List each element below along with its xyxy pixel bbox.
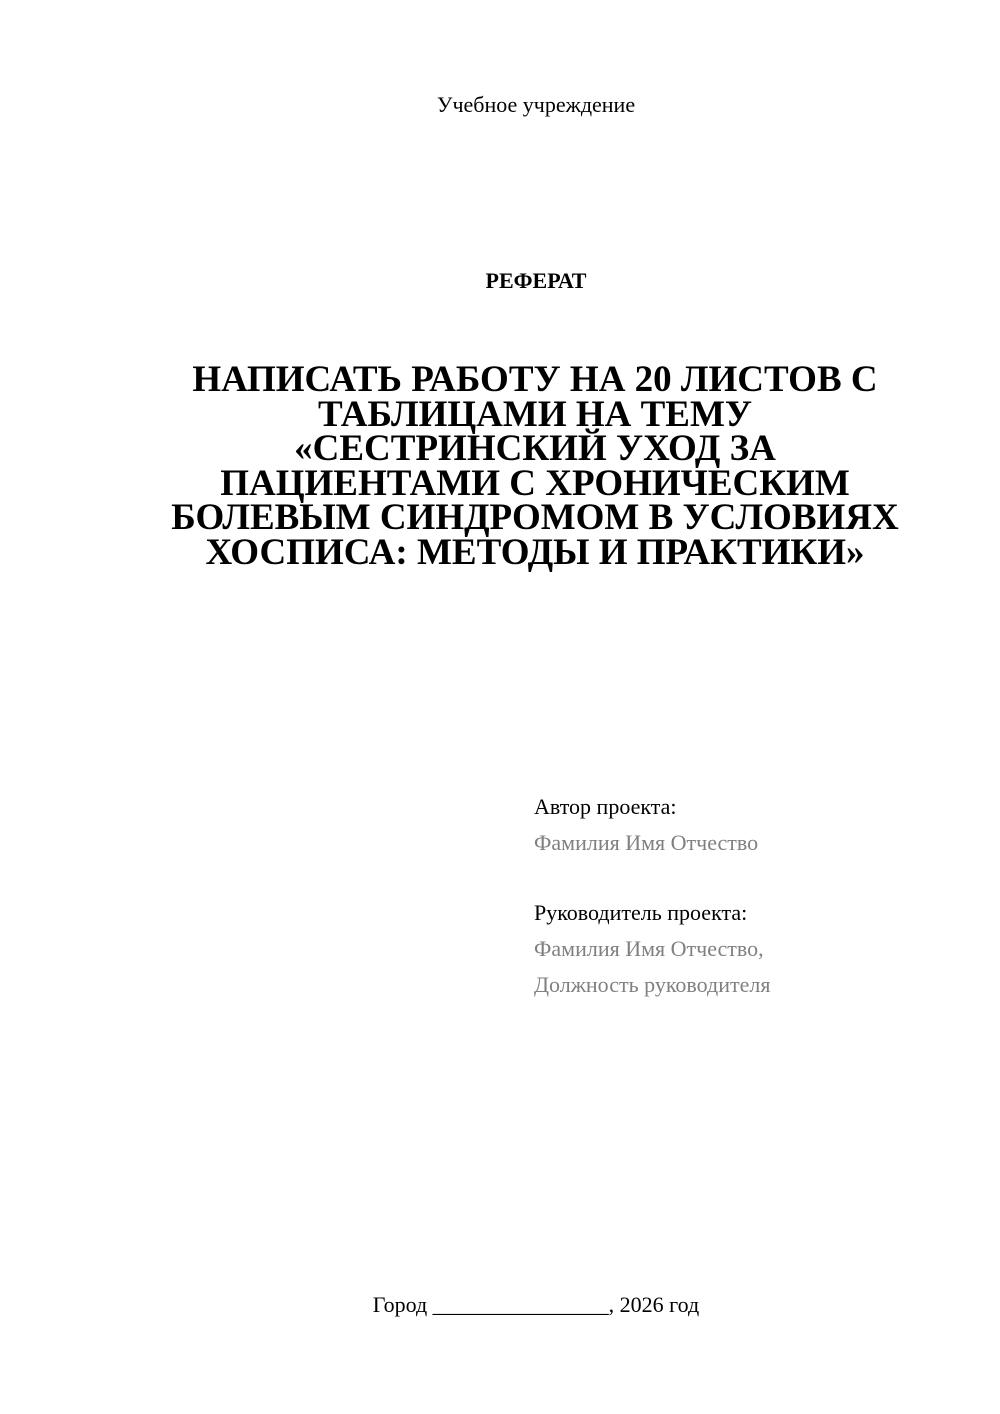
supervisor-position: Должность руководителя [534, 972, 771, 997]
topic-title [140, 359, 930, 573]
project-people [534, 789, 974, 1003]
topic-line: ТАБЛИЦАМИ НА ТЕМУ [317, 393, 753, 435]
topic-line: НАПИСАТЬ РАБОТУ НА 20 ЛИСТОВ С [192, 359, 878, 400]
author-name: Фамилия Имя Отчество [534, 830, 759, 855]
document-type: РЕФЕРАТ [485, 268, 587, 293]
topic-line: БОЛЕВЫМ СИНДРОМОМ В УСЛОВИЯХ [171, 497, 899, 538]
supervisor-label: Руководитель проекта: [534, 900, 748, 925]
topic-line: ХОСПИСА: МЕТОДЫ И ПРАКТИКИ» [205, 531, 865, 573]
topic-line: «СЕСТРИНСКИЙ УХОД ЗА [294, 428, 776, 469]
supervisor-name: Фамилия Имя Отчество, [534, 936, 764, 961]
city-year-line: Город ________________, 2026 год [372, 1292, 700, 1317]
institution-name: Учебное учреждение [436, 92, 636, 117]
spacer [534, 861, 974, 895]
author-label: Автор проекта: [534, 794, 677, 819]
topic-line: ПАЦИЕНТАМИ С ХРОНИЧЕСКИМ [220, 462, 850, 504]
